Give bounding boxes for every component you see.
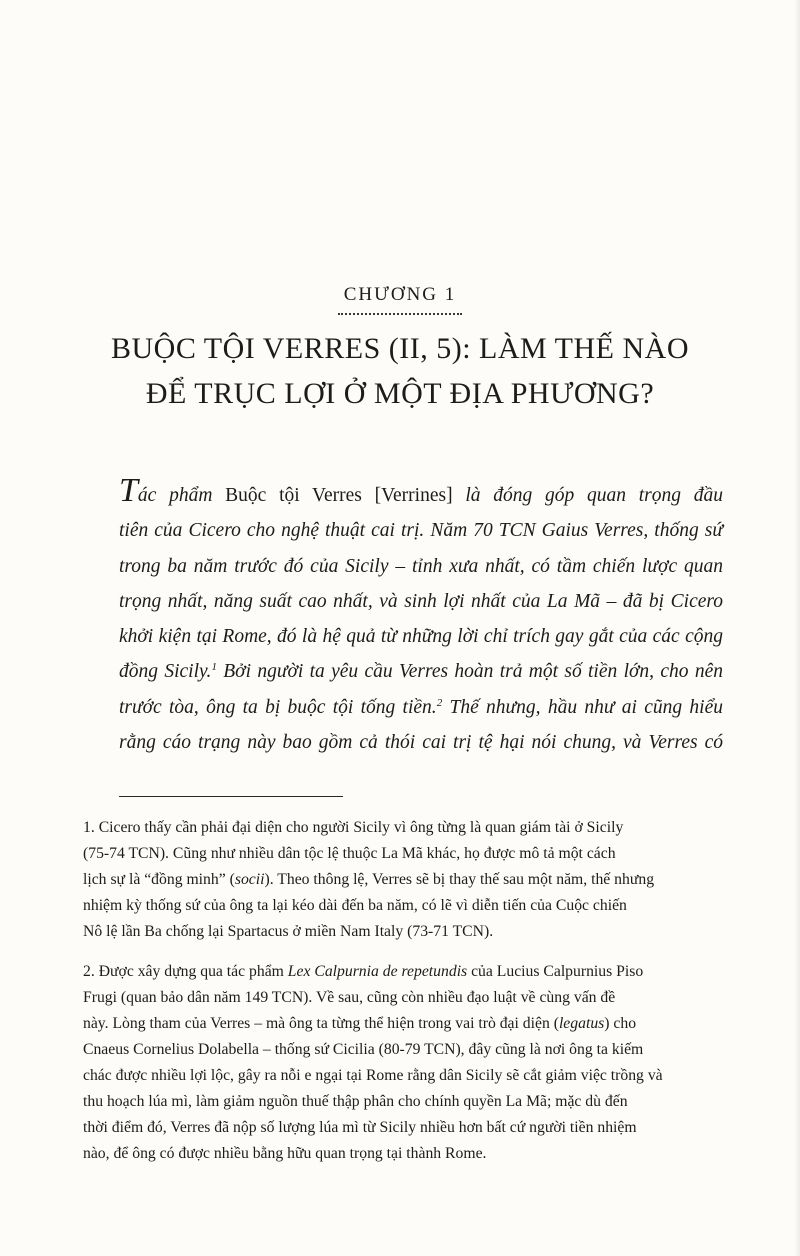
text-run: trọng nhất, năng suất cao nhất, và sinh lợi nhất của La Mã – đã bị Cicero xyxy=(119,590,723,612)
text-run: Thế nhưng, hầu như ai cũng hiểu xyxy=(442,696,724,718)
text-run: Bởi người ta yêu cầu Verres hoàn trả một số tiền lớn, cho nên xyxy=(216,661,723,683)
body-line xyxy=(119,513,723,548)
body-line xyxy=(119,472,723,513)
text-run: tiên của Cicero cho nghệ thuật cai trị. Năm 70 TCN Gaius Verres, thống sứ xyxy=(119,520,723,542)
text-run: ). Theo thông lệ, Verres sẽ bị thay thế sau một năm, thế nhưng xyxy=(264,871,655,888)
text-run: ) cho xyxy=(604,1015,637,1032)
text-run: socii xyxy=(234,871,265,888)
footnote-line xyxy=(83,1037,723,1063)
chapter-title xyxy=(100,326,700,416)
chapter-title-line: ĐỂ TRỤC LỢI Ở MỘT ĐỊA PHƯƠNG? xyxy=(145,377,655,410)
footnote-line xyxy=(83,893,723,919)
text-run: Buộc tội Verres [Verrines] xyxy=(225,485,466,506)
text-run: (75-74 TCN). Cũng như nhiều dân tộc lệ thuộc La Mã khác, họ được mô tả một cách xyxy=(83,845,616,862)
body-line xyxy=(119,654,723,689)
text-run: thu hoạch lúa mì, làm giảm nguồn thuế thập phân cho chính quyền La Mã; mặc dù đến xyxy=(83,1093,628,1110)
text-run: là đóng góp quan trọng đầu xyxy=(465,485,723,506)
footnote-line xyxy=(83,1115,723,1141)
footnote-line xyxy=(83,1011,723,1037)
text-run: trong ba năm trước đó của Sicily – tỉnh xưa nhất, có tầm chiến lược quan xyxy=(119,555,723,577)
footnote-separator xyxy=(119,796,343,797)
footnote-line xyxy=(83,815,723,841)
text-run: ác phẩm xyxy=(137,485,226,506)
footnote-line xyxy=(83,1141,723,1167)
body-paragraph xyxy=(119,472,724,760)
footnote-line xyxy=(83,867,723,893)
footnote-marker: 1 xyxy=(211,661,217,674)
body-line xyxy=(119,690,723,725)
page-edge-shadow xyxy=(794,0,800,1256)
footnote-line xyxy=(83,841,723,867)
text-run: này. Lòng tham của Verres – mà ông ta từng thể hiện trong vai trò đại diện ( xyxy=(83,1015,559,1032)
text-run: thời điểm đó, Verres đã nộp số lượng lúa mì từ Sicily nhiều hơn bất cứ người tiền nhiệm xyxy=(83,1119,637,1136)
text-run: Cnaeus Cornelius Dolabella – thống sứ Cicilia (80-79 TCN), đây cũng là nơi ông ta kiếm xyxy=(83,1041,644,1058)
text-run: lịch sự là “đồng minh” ( xyxy=(83,871,235,888)
body-line xyxy=(119,549,723,584)
body-line xyxy=(119,619,723,654)
text-run: Lex Calpurnia de repetundis xyxy=(287,963,468,980)
text-run: nào, để ông có được nhiều bằng hữu quan trọng tại thành Rome. xyxy=(83,1145,487,1162)
drop-cap: T xyxy=(119,472,138,509)
text-run: 1. Cicero thấy cần phải đại diện cho người Sicily vì ông từng là quan giám tài ở Sicily xyxy=(83,819,624,836)
text-run: trước tòa, ông ta bị buộc tội tống tiền. xyxy=(119,696,437,718)
text-run: Nô lệ lần Ba chống lại Spartacus ở miền Nam Italy (73-71 TCN). xyxy=(83,923,494,940)
footnote-line xyxy=(83,919,723,945)
footnote-line xyxy=(83,1089,723,1115)
text-run: của Lucius Calpurnius Piso xyxy=(467,963,644,980)
text-run: khởi kiện tại Rome, đó là hệ quả từ những lời chỉ trích gay gắt của các cộng xyxy=(119,626,723,648)
text-run: chác được nhiều lợi lộc, gây ra nỗi e ngại tại Rome rằng dân Sicily sẽ cắt giảm việc trồng và xyxy=(83,1067,663,1084)
body-line xyxy=(119,584,723,619)
footnote-line xyxy=(83,959,723,985)
text-run: 2. Được xây dựng qua tác phẩm xyxy=(83,963,288,980)
footnote-line xyxy=(83,1063,723,1089)
body-line xyxy=(119,725,723,760)
footnotes xyxy=(83,815,723,1181)
footnote-marker: 2 xyxy=(436,696,443,709)
chapter-label xyxy=(0,284,800,315)
chapter-number: CHƯƠNG 1 xyxy=(338,284,463,315)
footnote-2 xyxy=(83,959,723,1167)
footnote-1 xyxy=(83,815,723,945)
text-run: legatus xyxy=(558,1015,605,1032)
footnote-line xyxy=(83,985,723,1011)
text-run: nhiệm kỳ thống sứ của ông ta lại kéo dài đến ba năm, có lẽ vì diễn tiến của Cuộc chiến xyxy=(83,897,627,914)
text-run: Frugi (quan bảo dân năm 149 TCN). Về sau, cũng còn nhiều đạo luật về cùng vấn đề xyxy=(83,989,616,1006)
text-run: rằng cáo trạng này bao gồm cả thói cai trị tệ hại nói chung, và Verres có xyxy=(119,732,723,754)
text-run: đồng Sicily. xyxy=(119,661,212,683)
chapter-title-line: BUỘC TỘI VERRES (II, 5): LÀM THẾ NÀO xyxy=(111,332,689,365)
